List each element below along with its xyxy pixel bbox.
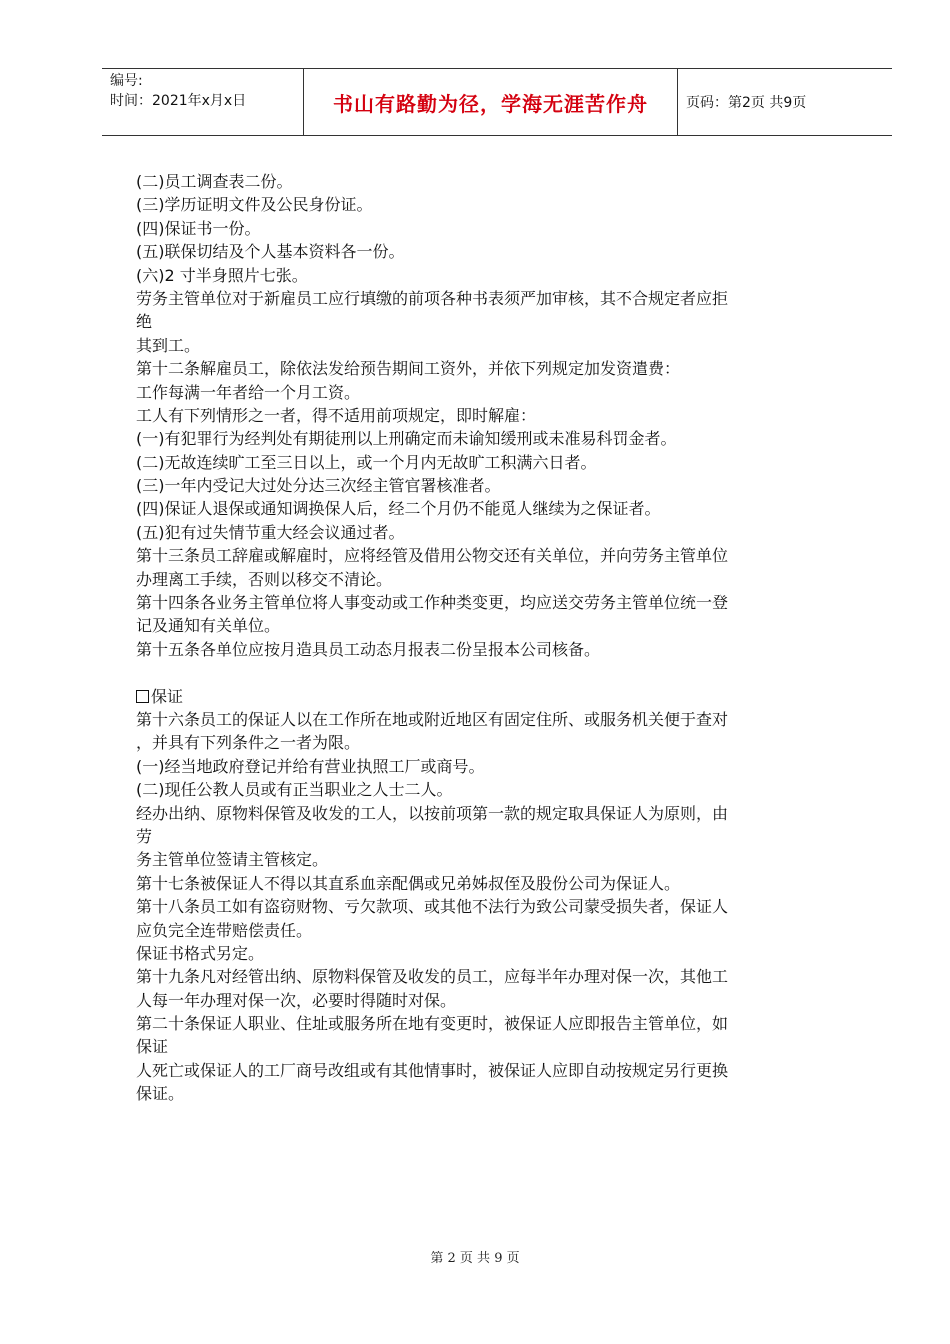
text-line: 工人有下列情形之一者，得不适用前项规定，即时解雇： [136, 405, 537, 425]
text-line: 第十五条各单位应按月造具员工动态月报表二份呈报本公司核备。 [136, 639, 601, 659]
text-line: (六)2 寸半身照片七张。 [136, 265, 308, 285]
text-line: (二)员工调查表二份。 [136, 172, 293, 191]
text-line: 其到工。 [136, 335, 201, 355]
text-line: 保证 [136, 1037, 169, 1057]
text-line: 工作每满一年者给一个月工资。 [136, 382, 361, 402]
section-paragraphs [136, 708, 861, 1106]
text-line: 记及通知有关单位。 [136, 616, 281, 636]
text-line: 第十二条解雇员工，除依法发给预告期间工资外，并依下列规定加发资遣费： [136, 359, 681, 379]
text-line: 第十三条员工辞雇或解雇时，应将经管及借用公物交还有关单位，并向劳务主管单位 [136, 546, 729, 566]
checkbox-icon [136, 690, 149, 703]
text-line: 务主管单位签请主管核定。 [136, 850, 329, 870]
time-label: 时间：2021年x月x日 [110, 93, 247, 109]
body-paragraphs [136, 170, 861, 661]
text-line: (三)一年内受记大过处分达三次经主管官署核准者。 [136, 476, 501, 496]
text-line: (四)保证人退保或通知调换保人后，经二个月仍不能觅人继续为之保证者。 [136, 499, 661, 519]
text-line: (二)无故连续旷工至三日以上，或一个月内无故旷工积满六日者。 [136, 452, 597, 472]
text-line: 第十九条凡对经管出纳、原物料保管及收发的员工，应每半年办理对保一次，其他工 [136, 967, 729, 987]
header-motto: 书山有路勤为径，学海无涯苦作舟 [304, 69, 678, 135]
text-line: (二)现任公教人员或有正当职业之人士二人。 [136, 780, 453, 800]
section-title-text: 保证 [151, 686, 184, 706]
text-line: 第十八条员工如有盗窃财物、亏欠款项、或其他不法行为致公司蒙受损失者，保证人 [136, 897, 729, 917]
text-line: (五)联保切结及个人基本资料各一份。 [136, 242, 405, 262]
page-header [102, 68, 892, 136]
text-line: 绝 [136, 312, 153, 332]
text-line: 应负完全连带赔偿责任。 [136, 920, 313, 940]
text-line: 第二十条保证人职业、住址或服务所在地有变更时，被保证人应即报告主管单位，如 [136, 1014, 729, 1034]
text-line: 经办出纳、原物料保管及收发的工人，以按前项第一款的规定取具保证人为原则，由 [136, 803, 729, 823]
text-line: 劳务主管单位对于新雇员工应行填缴的前项各种书表须严加审核，其不合规定者应拒 [136, 288, 729, 308]
section-heading [136, 685, 861, 708]
text-line: 第十七条被保证人不得以其直系血亲配偶或兄弟姊叔侄及股份公司为保证人。 [136, 873, 681, 893]
page-footer: 第 2 页 共 9 页 [430, 1251, 520, 1266]
header-page-label: 页码：第2页 共9页 [686, 95, 807, 111]
text-line: (四)保证书一份。 [136, 218, 261, 238]
text-line: (五)犯有过失情节重大经会议通过者。 [136, 522, 405, 542]
blank-line [136, 661, 861, 684]
number-label: 编号: [110, 73, 143, 89]
text-line: ，并具有下列条件之一者为限。 [136, 733, 361, 753]
text-line: (三)学历证明文件及公民身份证。 [136, 195, 373, 215]
header-meta [102, 69, 304, 135]
text-line: 办理离工手续，否则以移交不清论。 [136, 569, 393, 589]
text-line: (一)经当地政府登记并给有营业执照工厂或商号。 [136, 756, 485, 776]
text-line: 保证书格式另定。 [136, 943, 265, 963]
text-line: 人每一年办理对保一次，必要时得随时对保。 [136, 990, 457, 1010]
text-line: 第十六条员工的保证人以在工作所在地或附近地区有固定住所、或服务机关便于查对 [136, 709, 729, 729]
text-line: 第十四条各业务主管单位将人事变动或工作种类变更，均应送交劳务主管单位统一登 [136, 593, 729, 613]
text-line: 劳 [136, 826, 153, 846]
document-body [136, 170, 861, 1106]
text-line: 保证。 [136, 1084, 185, 1104]
text-line: 人死亡或保证人的工厂商号改组或有其他情事时，被保证人应即自动按规定另行更换 [136, 1060, 729, 1080]
text-line: (一)有犯罪行为经判处有期徒刑以上刑确定而未谕知缓刑或未准易科罚金者。 [136, 429, 677, 449]
